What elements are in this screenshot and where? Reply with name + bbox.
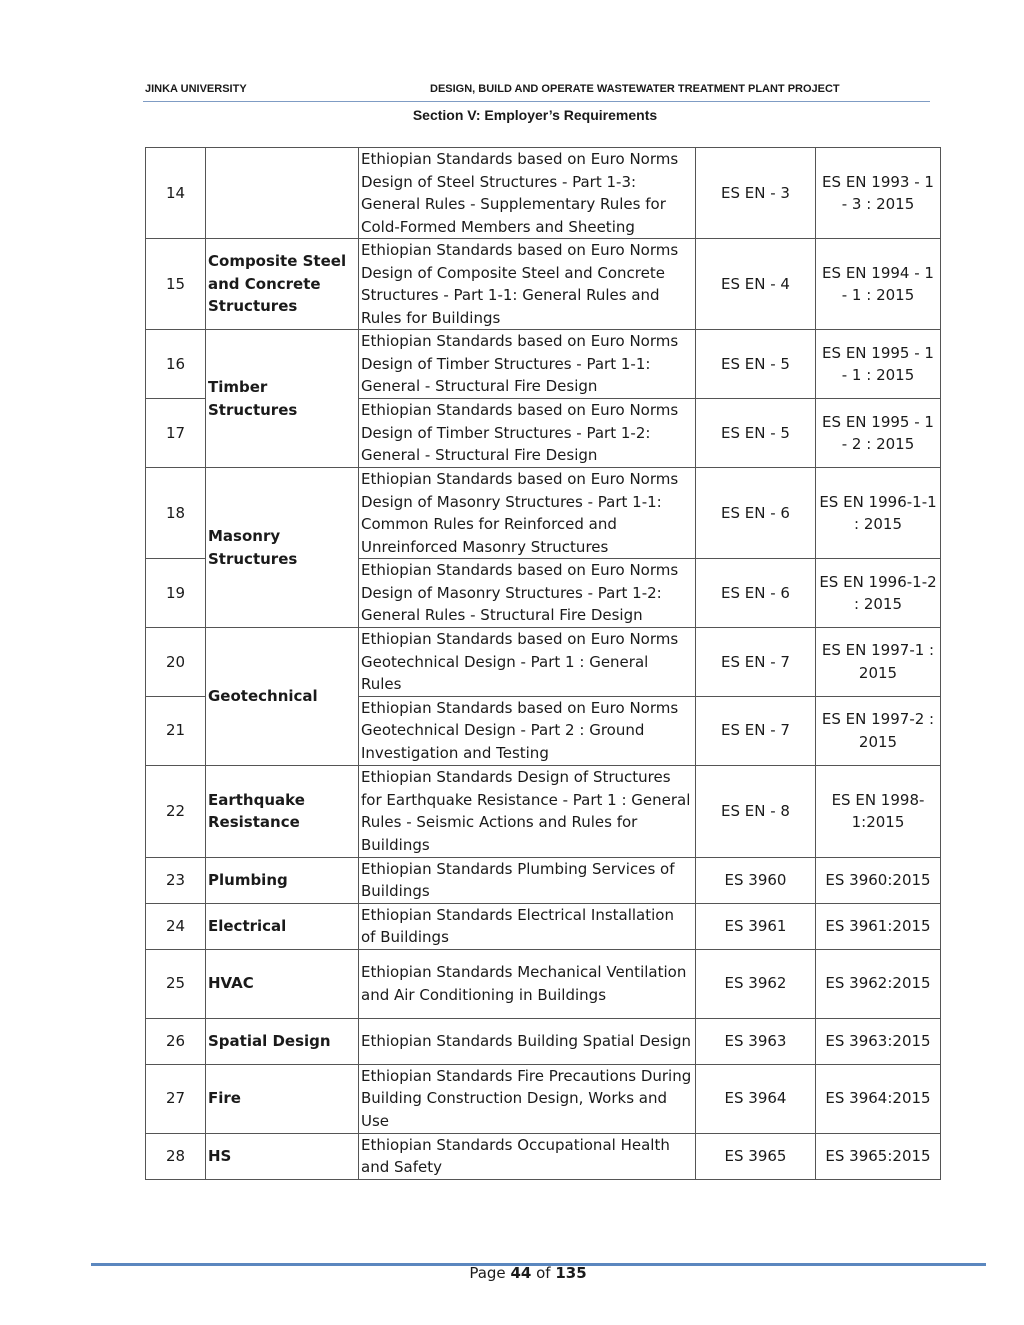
table-row: [146, 949, 941, 1018]
header-institution: JINKA UNIVERSITY: [145, 83, 247, 95]
standard-reference: ES EN 1997-2 : 2015: [816, 696, 941, 765]
page-of: of: [536, 1264, 551, 1282]
standard-reference: ES EN 1997-1 : 2015: [816, 628, 941, 697]
row-number: 20: [146, 628, 206, 697]
standard-description: Ethiopian Standards Occupational Health and Safety: [359, 1133, 696, 1179]
standard-code: ES EN - 4: [696, 239, 816, 330]
row-number: 25: [146, 949, 206, 1018]
table-row: [146, 1133, 941, 1179]
standard-reference: ES 3960:2015: [816, 857, 941, 903]
standard-description: Ethiopian Standards based on Euro Norms Geotechnical Design - Part 2 : Ground Investigation and Testing: [359, 696, 696, 765]
standard-code: ES EN - 7: [696, 628, 816, 697]
standard-code: ES 3963: [696, 1018, 816, 1064]
standard-description: Ethiopian Standards based on Euro Norms Design of Timber Structures - Part 1-2: General - Structural Fire Design: [359, 399, 696, 468]
page-number: [0, 1264, 1024, 1282]
group-cell: Fire: [206, 1064, 359, 1133]
standard-reference: ES EN 1994 - 1 - 1 : 2015: [816, 239, 941, 330]
standard-code: ES EN - 6: [696, 468, 816, 559]
row-number: 18: [146, 468, 206, 559]
standards-table: [145, 147, 941, 1180]
row-number: 27: [146, 1064, 206, 1133]
group-cell: Plumbing: [206, 857, 359, 903]
standard-code: ES EN - 8: [696, 765, 816, 857]
row-number: 19: [146, 559, 206, 628]
standard-reference: ES 3963:2015: [816, 1018, 941, 1064]
header-project-title: DESIGN, BUILD AND OPERATE WASTEWATER TREATMENT PLANT PROJECT: [430, 83, 840, 95]
standard-description: Ethiopian Standards based on Euro Norms Design of Steel Structures - Part 1-3: General Rules - Supplementary Rules for Cold-Formed Members and Sheeting: [359, 148, 696, 239]
group-cell: HVAC: [206, 949, 359, 1018]
standard-description: Ethiopian Standards based on Euro Norms Design of Masonry Structures - Part 1-2: General Rules - Structural Fire Design: [359, 559, 696, 628]
page-word: Page: [469, 1264, 506, 1282]
standard-reference: ES 3964:2015: [816, 1064, 941, 1133]
standard-description: Ethiopian Standards based on Euro Norms Design of Timber Structures - Part 1-1: General - Structural Fire Design: [359, 330, 696, 399]
row-number: 28: [146, 1133, 206, 1179]
standard-reference: ES EN 1993 - 1 - 3 : 2015: [816, 148, 941, 239]
standard-code: ES EN - 3: [696, 148, 816, 239]
row-number: 22: [146, 765, 206, 857]
standard-reference: ES 3961:2015: [816, 903, 941, 949]
standard-code: ES EN - 7: [696, 696, 816, 765]
table-row: [146, 239, 941, 330]
standard-code: ES 3961: [696, 903, 816, 949]
page-current: 44: [510, 1264, 532, 1282]
group-cell: Geotechnical: [206, 628, 359, 766]
row-number: 24: [146, 903, 206, 949]
page-total: 135: [555, 1264, 587, 1282]
group-cell: HS: [206, 1133, 359, 1179]
standard-description: Ethiopian Standards Mechanical Ventilation and Air Conditioning in Buildings: [359, 949, 696, 1018]
standard-description: Ethiopian Standards based on Euro Norms Design of Composite Steel and Concrete Structures - Part 1-1: General Rules and Rules for Buildings: [359, 239, 696, 330]
standard-reference: ES EN 1996-1-2 : 2015: [816, 559, 941, 628]
row-number: 23: [146, 857, 206, 903]
standard-description: Ethiopian Standards Design of Structures for Earthquake Resistance - Part 1 : General Rules - Seismic Actions and Rules for Buildings: [359, 765, 696, 857]
row-number: 17: [146, 399, 206, 468]
group-cell: Electrical: [206, 903, 359, 949]
standard-code: ES 3960: [696, 857, 816, 903]
table-row: [146, 903, 941, 949]
table-row: [146, 1018, 941, 1064]
standard-description: Ethiopian Standards Electrical Installation of Buildings: [359, 903, 696, 949]
standard-reference: ES 3962:2015: [816, 949, 941, 1018]
table-row: [146, 628, 941, 697]
standard-reference: ES EN 1995 - 1 - 2 : 2015: [816, 399, 941, 468]
standard-description: Ethiopian Standards based on Euro Norms Geotechnical Design - Part 1 : General Rules: [359, 628, 696, 697]
group-cell: Earthquake Resistance: [206, 765, 359, 857]
row-number: 26: [146, 1018, 206, 1064]
group-cell: Masonry Structures: [206, 468, 359, 628]
standard-reference: ES EN 1998-1:2015: [816, 765, 941, 857]
group-cell: [206, 148, 359, 239]
group-cell: Timber Structures: [206, 330, 359, 468]
table-row: [146, 148, 941, 239]
standard-code: ES 3965: [696, 1133, 816, 1179]
standard-code: ES 3964: [696, 1064, 816, 1133]
section-title: Section V: Employer’s Requirements: [412, 107, 658, 123]
row-number: 15: [146, 239, 206, 330]
standard-reference: ES EN 1996-1-1 : 2015: [816, 468, 941, 559]
table-row: [146, 330, 941, 399]
table-row: [146, 857, 941, 903]
table-row: [146, 1064, 941, 1133]
standard-reference: ES EN 1995 - 1 - 1 : 2015: [816, 330, 941, 399]
header-divider: [143, 101, 930, 102]
standard-description: Ethiopian Standards Building Spatial Design: [359, 1018, 696, 1064]
standard-code: ES 3962: [696, 949, 816, 1018]
standard-code: ES EN - 5: [696, 399, 816, 468]
standard-reference: ES 3965:2015: [816, 1133, 941, 1179]
table-row: [146, 765, 941, 857]
standard-description: Ethiopian Standards based on Euro Norms Design of Masonry Structures - Part 1-1: Common Rules for Reinforced and Unreinforced Masonry Structures: [359, 468, 696, 559]
table-row: [146, 468, 941, 559]
standard-code: ES EN - 5: [696, 330, 816, 399]
group-cell: Composite Steel and Concrete Structures: [206, 239, 359, 330]
row-number: 21: [146, 696, 206, 765]
group-cell: Spatial Design: [206, 1018, 359, 1064]
standard-code: ES EN - 6: [696, 559, 816, 628]
row-number: 16: [146, 330, 206, 399]
row-number: 14: [146, 148, 206, 239]
standard-description: Ethiopian Standards Fire Precautions During Building Construction Design, Works and Use: [359, 1064, 696, 1133]
standard-description: Ethiopian Standards Plumbing Services of Buildings: [359, 857, 696, 903]
